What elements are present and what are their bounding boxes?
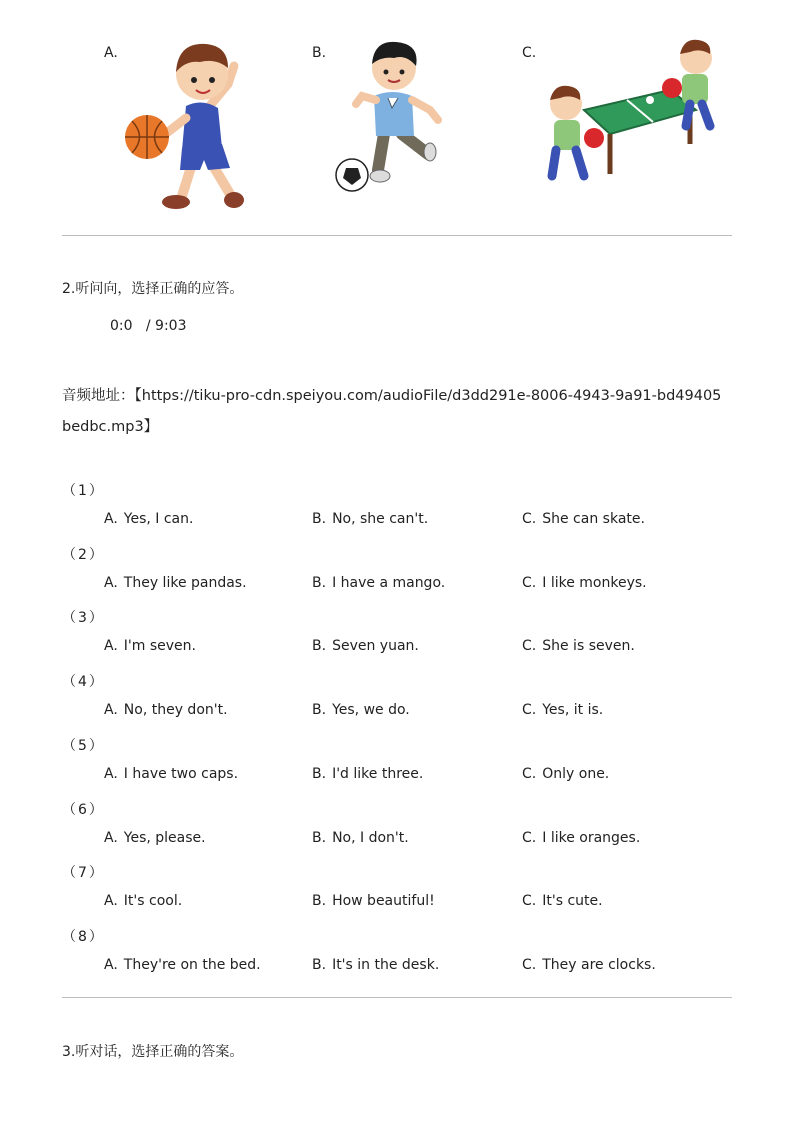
option-letter: A. — [104, 574, 118, 591]
question-3-title: 3.听对话，选择正确的答案。 — [62, 1044, 244, 1060]
option-letter: B. — [312, 893, 327, 910]
answer-option-b[interactable] — [312, 893, 435, 909]
audio-time-readout[interactable]: 0:0 / 9:03 — [110, 318, 187, 334]
divider-top — [62, 235, 732, 236]
option-text: It's in the desk. — [332, 956, 440, 973]
option-letter: C. — [522, 956, 537, 973]
answer-option-b[interactable] — [312, 702, 410, 718]
question-number: （1） — [62, 483, 105, 499]
option-letter: B. — [312, 956, 327, 973]
option-letter: A. — [104, 893, 118, 910]
option-letter: A. — [104, 765, 118, 782]
option-text: I'm seven. — [123, 638, 196, 655]
answer-option-a[interactable] — [104, 893, 182, 909]
option-letter: A. — [104, 638, 118, 655]
option-letter: A. — [104, 511, 118, 527]
option-letter: C. — [522, 574, 537, 591]
answer-option-a[interactable] — [104, 766, 238, 782]
option-letter: C. — [522, 829, 537, 846]
answer-option-b[interactable] — [312, 575, 445, 591]
option-text: Yes, please. — [123, 829, 206, 846]
question-number: （2） — [62, 546, 105, 563]
option-text: No, she can't. — [332, 511, 429, 527]
audio-url-label: 音频地址： — [62, 388, 135, 404]
option-letter: C. — [522, 893, 537, 910]
image-option-label-b: B. — [312, 45, 327, 61]
answer-option-c[interactable] — [522, 702, 603, 718]
option-letter: C. — [522, 638, 537, 655]
option-text: They like pandas. — [123, 574, 247, 591]
question-number: （8） — [62, 928, 105, 945]
answer-option-b[interactable] — [312, 957, 439, 973]
answer-option-c[interactable] — [522, 957, 656, 973]
answer-option-a[interactable] — [104, 638, 196, 654]
audio-url — [62, 381, 722, 443]
option-text: Seven yuan. — [332, 638, 419, 655]
answer-option-a[interactable] — [104, 830, 206, 846]
question-number: （5） — [62, 737, 105, 754]
answer-option-c[interactable] — [522, 893, 603, 909]
option-letter: A. — [104, 956, 118, 973]
image-option-label-c: C. — [522, 45, 537, 61]
option-text: She is seven. — [542, 638, 635, 655]
answer-option-b[interactable] — [312, 766, 423, 782]
option-text: Only one. — [542, 765, 610, 782]
answer-option-a[interactable] — [104, 702, 228, 718]
option-letter: C. — [522, 702, 537, 719]
option-letter: B. — [312, 638, 327, 655]
option-text: No, I don't. — [332, 829, 409, 846]
option-letter: B. — [312, 574, 327, 591]
ping-pong-boys-icon — [540, 38, 724, 190]
option-text: I like monkeys. — [542, 574, 647, 591]
option-text: Yes, I can. — [123, 511, 194, 527]
option-text: No, they don't. — [123, 702, 228, 719]
option-text: They are clocks. — [542, 956, 656, 973]
answer-option-c[interactable] — [522, 830, 640, 846]
audio-url-link[interactable]: 【https://tiku-pro-cdn.speiyou.com/audioFile/d3dd291e-8006-4943-9a91-bd49405bedbc.mp3】 — [62, 388, 722, 435]
option-letter: C. — [522, 765, 537, 782]
option-text: She can skate. — [542, 511, 645, 527]
question-number: （4） — [62, 674, 105, 691]
option-text: Yes, it is. — [542, 702, 604, 719]
question-2-title: 2.听问向，选择正确的应答。 — [62, 281, 244, 297]
option-letter: C. — [522, 511, 537, 527]
option-text: How beautiful! — [332, 893, 435, 910]
answer-option-c[interactable] — [522, 511, 645, 527]
answer-option-b[interactable] — [312, 830, 409, 846]
option-text: They're on the bed. — [123, 956, 261, 973]
option-text: I have a mango. — [332, 574, 446, 591]
option-text: I'd like three. — [332, 765, 424, 782]
answer-option-b[interactable] — [312, 511, 428, 527]
answer-option-a[interactable] — [104, 575, 247, 591]
question-number: （3） — [62, 610, 105, 627]
option-text: Yes, we do. — [332, 702, 410, 719]
answer-option-a[interactable] — [104, 957, 261, 973]
option-text: I have two caps. — [123, 765, 239, 782]
soccer-boy-icon — [334, 38, 450, 194]
option-letter: A. — [104, 702, 118, 719]
answer-option-c[interactable] — [522, 766, 609, 782]
image-option-label-a: A. — [104, 45, 118, 61]
divider-bottom — [62, 997, 732, 998]
option-text: I like oranges. — [542, 829, 641, 846]
option-letter: B. — [312, 765, 327, 782]
option-letter: A. — [104, 829, 118, 846]
basketball-boy-icon — [120, 36, 250, 214]
answer-option-b[interactable] — [312, 638, 419, 654]
option-letter: B. — [312, 829, 327, 846]
option-text: It's cool. — [123, 893, 183, 910]
answer-option-c[interactable] — [522, 638, 635, 654]
question-number: （6） — [62, 801, 105, 818]
answer-option-a[interactable] — [104, 511, 193, 527]
question-number: （7） — [62, 865, 105, 882]
option-text: It's cute. — [542, 893, 603, 910]
option-letter: B. — [312, 702, 327, 719]
answer-option-c[interactable] — [522, 575, 647, 591]
option-letter: B. — [312, 511, 327, 527]
